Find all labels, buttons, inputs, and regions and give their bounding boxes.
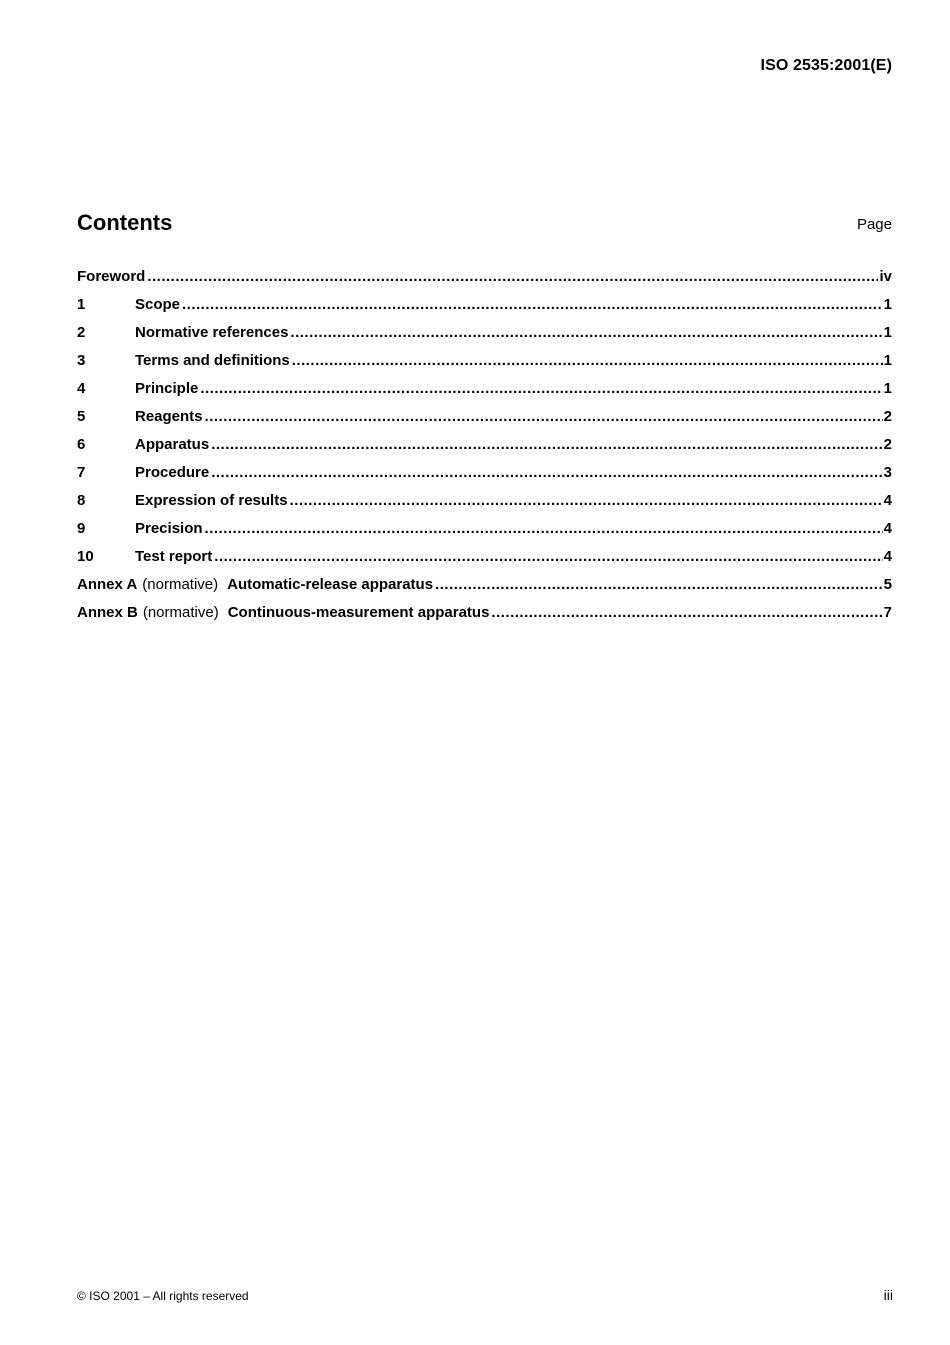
contents-header	[77, 210, 892, 240]
toc-entry-title: Procedure	[135, 464, 210, 481]
toc-entry-test-report[interactable]	[77, 548, 892, 576]
toc-entry-page: 4	[883, 548, 892, 565]
toc-entry-number: 8	[77, 492, 86, 509]
toc-entry-page: iv	[879, 268, 892, 285]
toc-dot-leader	[205, 408, 883, 425]
toc-entry-page: 4	[883, 520, 892, 537]
toc-entry-page: 2	[883, 408, 892, 425]
toc-dot-leader	[214, 548, 882, 565]
toc-entry-page: 1	[883, 296, 892, 313]
toc-entry-page: 3	[883, 464, 892, 481]
toc-entry-title: Normative references	[135, 324, 289, 341]
toc-entry-annex-b[interactable]	[77, 604, 892, 632]
toc-entry-page: 7	[883, 604, 892, 621]
toc-annex-type: (normative)	[142, 576, 219, 593]
toc-entry-page: 1	[883, 324, 892, 341]
toc-entry-expression-of-results[interactable]	[77, 492, 892, 520]
toc-dot-leader	[290, 492, 883, 509]
toc-entry-title: Foreword	[77, 268, 146, 285]
toc-entry-number: 6	[77, 436, 86, 453]
toc-dot-leader	[205, 520, 883, 537]
toc-dot-leader	[290, 324, 882, 341]
toc-entry-number: 9	[77, 520, 86, 537]
toc-entry-title: Precision	[135, 520, 203, 537]
toc-entry-title: Terms and definitions	[135, 352, 290, 369]
toc-entry-title: Apparatus	[135, 436, 210, 453]
toc-entry-number: 10	[77, 548, 94, 565]
toc-entry-page: 1	[883, 380, 892, 397]
toc-dot-leader	[292, 352, 883, 369]
toc-dot-leader	[211, 436, 882, 453]
toc-entry-number: 2	[77, 324, 86, 341]
toc-entry-page: 2	[883, 436, 892, 453]
toc-entry-title: Principle	[135, 380, 199, 397]
toc-entry-number: 4	[77, 380, 86, 397]
page-column-label: Page	[856, 216, 892, 233]
toc-entry-page: 5	[883, 576, 892, 593]
toc-entry-number: 3	[77, 352, 86, 369]
toc-entry-title: Reagents	[135, 408, 203, 425]
footer-page-number: iii	[883, 1287, 893, 1303]
toc-entry-reagents[interactable]	[77, 408, 892, 436]
toc-entry-page: 4	[883, 492, 892, 509]
table-of-contents	[77, 268, 892, 632]
toc-dot-leader	[182, 296, 883, 313]
toc-entry-annex-a[interactable]	[77, 576, 892, 604]
footer-copyright: © ISO 2001 – All rights reserved	[77, 1289, 249, 1303]
toc-entry-scope[interactable]	[77, 296, 892, 324]
toc-entry-foreword[interactable]	[77, 268, 892, 296]
toc-entry-title: Automatic-release apparatus	[227, 576, 434, 593]
toc-entry-number: 5	[77, 408, 86, 425]
toc-entry-number: 7	[77, 464, 86, 481]
toc-entry-precision[interactable]	[77, 520, 892, 548]
toc-entry-principle[interactable]	[77, 380, 892, 408]
toc-entry-normative-references[interactable]	[77, 324, 892, 352]
toc-dot-leader	[147, 268, 878, 285]
toc-dot-leader	[435, 576, 883, 593]
toc-annex-label: Annex B	[77, 604, 138, 621]
toc-entry-apparatus[interactable]	[77, 436, 892, 464]
toc-entry-terms-and-definitions[interactable]	[77, 352, 892, 380]
toc-entry-title: Scope	[135, 296, 181, 313]
toc-entry-page: 1	[883, 352, 892, 369]
contents-title: Contents	[77, 210, 173, 235]
toc-dot-leader	[211, 464, 882, 481]
toc-annex-label: Annex A	[77, 576, 138, 593]
toc-entry-procedure[interactable]	[77, 464, 892, 492]
toc-dot-leader	[200, 380, 882, 397]
document-identifier: ISO 2535:2001(E)	[760, 57, 892, 74]
toc-entry-title: Continuous-measurement apparatus	[227, 604, 490, 621]
toc-annex-type: (normative)	[142, 604, 219, 621]
toc-entry-title: Test report	[135, 548, 213, 565]
toc-dot-leader	[491, 604, 882, 621]
toc-entry-title: Expression of results	[135, 492, 288, 509]
toc-entry-number: 1	[77, 296, 86, 313]
